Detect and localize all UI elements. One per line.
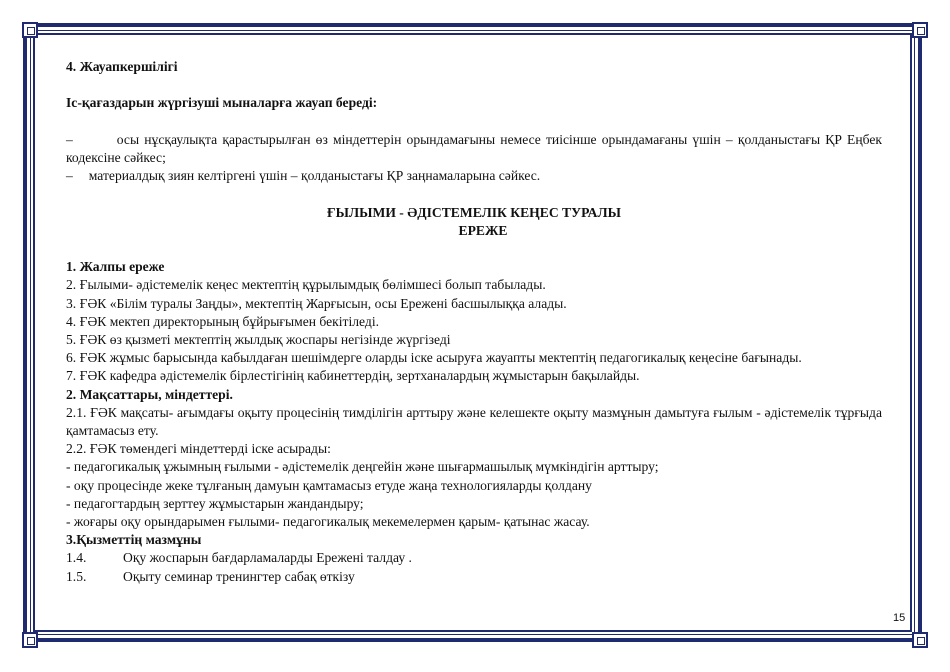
content-item-text: Оқыту семинар тренингтер сабақ өткізу bbox=[123, 568, 355, 584]
responsibility-text: осы нұсқаулықта қарастырылған өз міндеттерін орындамағыны немесе тиісінше орындамағаны үшін – қолданыстағы ҚР Еңбек кодексіне сәйкес; bbox=[66, 131, 882, 165]
general-item: 7. ҒӘК кафедра әдістемелік бірлестігінің кабинеттердің, зертханалардың жұмыстарын бақылайды. bbox=[66, 368, 640, 384]
regulation-title-line1: ҒЫЛЫМИ - ӘДІСТЕМЕЛІК КЕҢЕС ТУРАЛЫ bbox=[327, 204, 621, 220]
task-item: - педагогтардың зерттеу жұмыстарын жандандыру; bbox=[66, 495, 364, 511]
regulation-title-line2: ЕРЕЖЕ bbox=[458, 222, 508, 238]
section4-heading: 4. Жауапкершілігі bbox=[66, 59, 178, 74]
dash-marker: – bbox=[66, 131, 73, 147]
page-number: 15 bbox=[893, 612, 906, 624]
corner-ornament-top-right bbox=[912, 22, 928, 38]
general-item: 2. Ғылыми- әдістемелік кеңес мектептің құрылымдық бөлімшесі болып табылады. bbox=[66, 277, 546, 293]
dash-marker: – bbox=[66, 168, 73, 184]
goals-paragraph-1: 2.1. ҒӘК мақсаты- ағымдағы оқыту процесінің тимділігін арттыру және келешекте оқыту мазмұнын дамытуға ғылым - әдістемелік тұрғыда қамтамасыз ету. bbox=[66, 404, 882, 438]
task-item: - жоғары оқу орындарымен ғылыми- педагогикалық мекемелермен қарым- қатынас жасау. bbox=[66, 514, 590, 530]
goals-paragraph-2: 2.2. ҒӘК төмендегі міндеттерді іске асырады: bbox=[66, 441, 331, 457]
general-item: 4. ҒӘК мектеп директорының бұйрығымен бекітіледі. bbox=[66, 313, 379, 329]
content-item-number: 1.5. bbox=[66, 568, 87, 584]
responsibility-text: материалдық зиян келтіргені үшін – қолданыстағы ҚР заңнамаларына сәйкес. bbox=[88, 168, 541, 184]
content-heading: 3.Қызметтің мазмұны bbox=[66, 532, 202, 548]
content-item-number: 1.4. bbox=[66, 550, 87, 566]
content-item bbox=[66, 549, 882, 567]
general-item: 5. ҒӘК өз қызметі мектептің жылдық жоспары негізінде жүргізеді bbox=[66, 331, 451, 347]
section4-subheading: Іс-қағаздарын жүргізуші мыналарға жауап береді: bbox=[66, 95, 378, 111]
corner-ornament-bottom-right bbox=[912, 632, 928, 648]
task-item: - педагогикалық ұжымның ғылыми - әдістемелік деңгейін және шығармашылық мүмкіндігін арттыру; bbox=[66, 459, 659, 475]
task-item: - оқу процесінде жеке тұлғаның дамуын қамтамасыз етуде жаңа технологияларды қолдану bbox=[66, 477, 592, 493]
corner-ornament-bottom-left bbox=[22, 632, 38, 648]
document-body bbox=[66, 58, 882, 586]
goals-heading: 2. Мақсаттары, міндеттері. bbox=[66, 386, 233, 402]
content-item bbox=[66, 568, 882, 586]
responsibility-item bbox=[66, 131, 882, 167]
general-item: 3. ҒӘК «Білім туралы Заңды», мектептің Жарғысын, осы Ережені басшылыққа алады. bbox=[66, 295, 567, 311]
corner-ornament-top-left bbox=[22, 22, 38, 38]
general-heading: 1. Жалпы ереже bbox=[66, 259, 165, 275]
responsibility-item bbox=[66, 167, 882, 185]
general-item: 6. ҒӘК жұмыс барысында кабылдаған шешімдерге оларды іске асыруға жауапты мектептің педагогикалық кеңесіне бағынады. bbox=[66, 350, 802, 366]
content-item-text: Оқу жоспарын бағдарламаларды Ережені талдау . bbox=[123, 550, 412, 566]
